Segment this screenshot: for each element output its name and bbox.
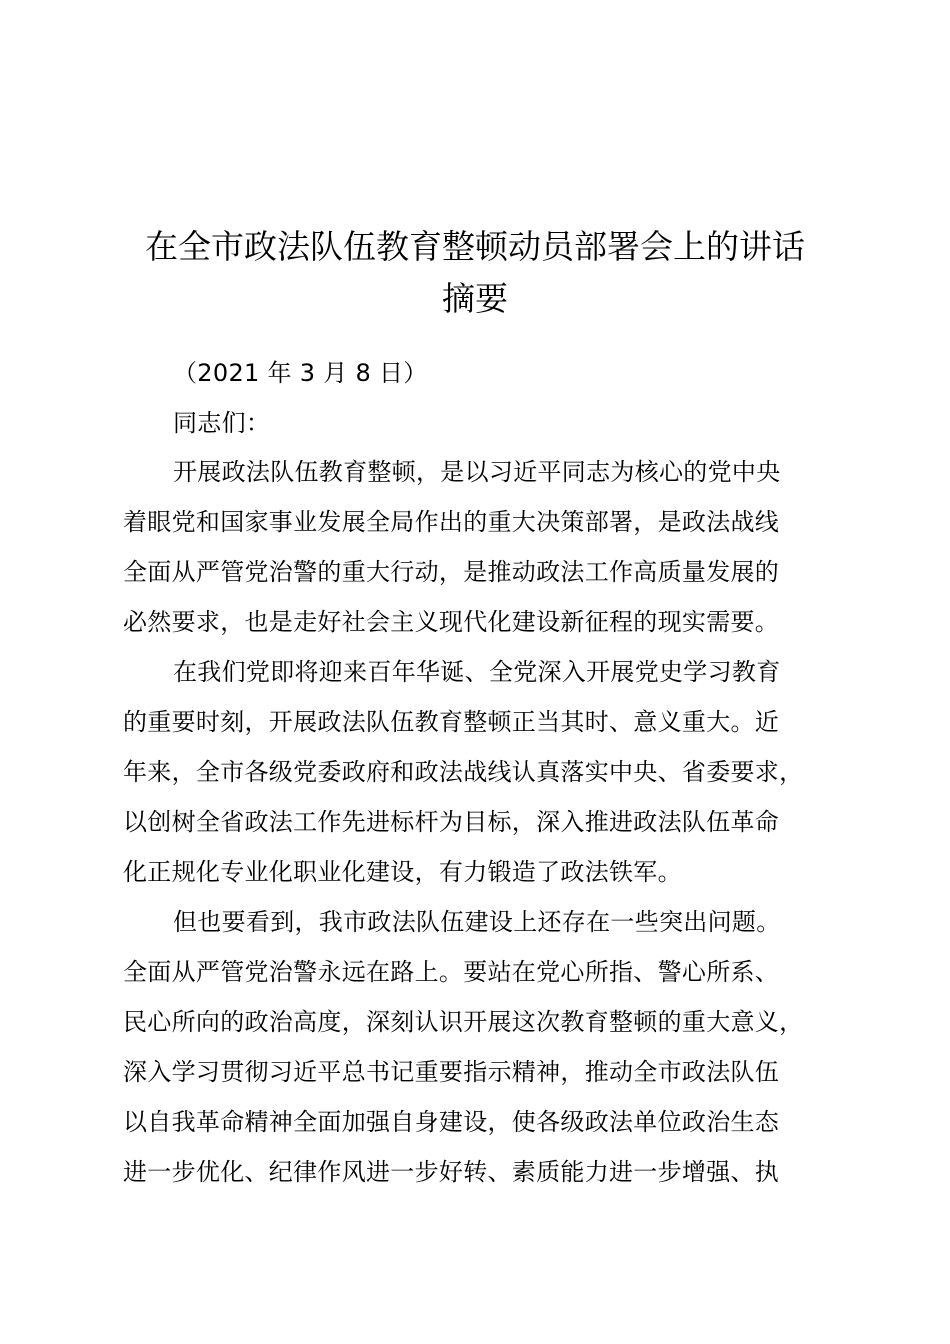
document-date: （2021 年 3 月 8 日） [173,359,428,387]
body-line: 年来，全市各级党委政府和政法战线认真落实中央、省委要求， [123,758,804,786]
body-line: 进一步优化、纪律作风进一步好转、素质能力进一步增强、执 [123,1158,780,1186]
body-line: 深入学习贯彻习近平总书记重要指示精神，推动全市政法队伍 [123,1058,780,1086]
body-line: 但也要看到，我市政法队伍建设上还存在一些突出问题。 [173,908,781,936]
body-line: 开展政法队伍教育整顿，是以习近平同志为核心的党中央 [173,458,781,486]
body-line: 民心所向的政治高度，深刻认识开展这次教育整顿的重大意义， [123,1008,804,1036]
body-line: 在我们党即将迎来百年华诞、全党深入开展党史学习教育 [173,658,781,686]
body-line: 全面从严管党治警永远在路上。要站在党心所指、警心所系、 [123,958,780,986]
document-title-line-1: 在全市政法队伍教育整顿动员部署会上的讲话 [145,227,805,266]
body-line: 着眼党和国家事业发展全局作出的重大决策部署，是政法战线 [123,508,780,536]
body-line: 化正规化专业化职业化建设，有力锻造了政法铁军。 [123,858,682,886]
salutation: 同志们： [173,409,271,437]
document-title-line-2: 摘要 [442,279,508,318]
body-line: 的重要时刻，开展政法队伍教育整顿正当其时、意义重大。近 [123,708,780,736]
body-line: 必然要求，也是走好社会主义现代化建设新征程的现实需要。 [123,608,780,636]
body-line: 以创树全省政法工作先进标杆为目标，深入推进政法队伍革命 [123,808,780,836]
body-line: 全面从严管党治警的重大行动，是推动政法工作高质量发展的 [123,558,780,586]
body-line: 以自我革命精神全面加强自身建设，使各级政法单位政治生态 [123,1108,780,1136]
